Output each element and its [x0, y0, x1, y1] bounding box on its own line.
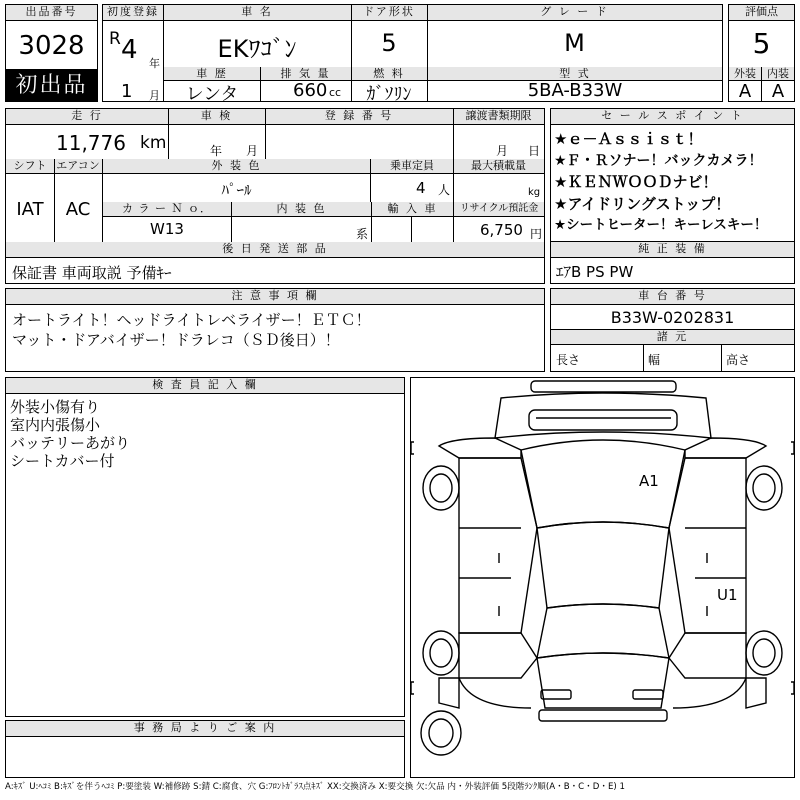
chassis-label: 車 台 番 号	[551, 289, 794, 305]
ext-color-label: 外 装 色	[103, 159, 370, 174]
damage-mark-a1: A1	[639, 472, 659, 490]
later-parts-label: 後 日 発 送 部 品	[6, 242, 544, 258]
grade-value: M	[564, 29, 585, 57]
score-label: 評価点	[729, 5, 794, 21]
capacity-unit: 人	[438, 183, 451, 197]
month-unit: 月	[149, 89, 160, 102]
capacity-label: 乗車定員	[371, 159, 453, 174]
sales-points-list	[554, 129, 794, 237]
exterior-grade-label: 外装	[729, 67, 761, 81]
legend-text: A:ｷｽﾞ U:ﾍｺﾐ B:ｷｽﾞを伴うﾍｺﾐ P:要塗装 W:補修跡 S:錆 C:腐食、穴 G:ﾌﾛﾝﾄｶﾞﾗｽ点ｷｽﾞ XX:交換済み X:要交換 欠:欠品 内・外装評価 5段階ﾗﾝｸ順(A・B・C・D・E) 1	[5, 782, 625, 792]
car-diagram-box	[410, 377, 795, 778]
car-name: EKﾜｺﾞﾝ	[217, 35, 297, 63]
deadline-month-unit: 月	[496, 144, 509, 158]
history-label: 車 歴	[164, 67, 260, 81]
later-parts-value: 保証書 車両取説 予備ｷｰ	[12, 264, 172, 282]
vehicle-history: レンタ	[185, 84, 239, 105]
interior-grade-label: 内装	[762, 67, 794, 81]
reg-year: 4	[121, 35, 138, 65]
office-label: 事 務 局 よ り ご 案 内	[6, 721, 404, 737]
score-box	[728, 4, 795, 102]
model-label: 型 式	[428, 67, 722, 81]
ac-label: エアコン	[54, 159, 102, 174]
color-no-value: W13	[150, 220, 184, 238]
inspection-month-unit: 月	[246, 144, 259, 158]
displacement-value: 660	[293, 80, 328, 101]
int-color-unit: 系	[356, 227, 369, 241]
chassis-box	[550, 288, 795, 372]
first-listing-badge: 初出品	[6, 69, 97, 102]
inspector-box	[5, 377, 405, 717]
inspector-label: 検 査 員 記 入 欄	[6, 378, 404, 394]
sales-points-label: セ ー ル ス ポ イ ン ト	[551, 109, 794, 125]
door-count: 5	[381, 29, 397, 57]
reg-date-label: 初度登録	[103, 5, 163, 21]
notes-line: マット・ドアバイザー！ドラレコ（ＳＤ後日）！	[12, 331, 340, 349]
year-unit: 年	[149, 57, 160, 70]
import-label: 輸 入 車	[372, 202, 453, 217]
equipment-box	[550, 241, 795, 284]
inspection-label: 車 検	[168, 109, 265, 125]
ac-value: AC	[65, 199, 91, 220]
capacity-value: 4	[416, 179, 426, 197]
deadline-day-unit: 日	[528, 144, 541, 158]
fuel-value: ｶﾞｿﾘﾝ	[366, 84, 412, 105]
notes-line: オートライト！ヘッドライトレベライザー！ＥＴＣ！	[12, 311, 371, 329]
length-label: 長さ	[556, 353, 581, 367]
shift-label: シフト	[6, 159, 54, 174]
equipment-value: ｴｱB PS PW	[556, 263, 634, 281]
lot-number: 3028	[18, 31, 85, 61]
docs-deadline-label: 譲渡書類期限	[453, 109, 544, 125]
inspector-line: シートカバー付	[10, 452, 115, 470]
sales-points-box	[550, 108, 795, 242]
car-name-label: 車 名	[163, 5, 351, 21]
vehicle-info-table	[102, 4, 723, 105]
era: R	[109, 29, 121, 49]
displacement-unit: cc	[329, 86, 342, 99]
recycle-label: リサイクル預託金	[454, 202, 544, 217]
mileage-unit: km	[140, 133, 167, 153]
sales-point-item: ★ｅ－Ａｓｓｉｓｔ！	[554, 130, 703, 148]
reg-number-label: 登 録 番 号	[265, 109, 453, 125]
details-table	[5, 108, 545, 284]
damage-mark-u1: U1	[717, 586, 738, 604]
sales-point-item: ★シートヒーター！キーレスキー！	[554, 217, 768, 233]
int-color-label: 内 装 色	[232, 202, 371, 217]
notes-label: 注 意 事 項 欄	[6, 289, 544, 305]
height-label: 高さ	[726, 353, 751, 367]
mileage-value: 11,776	[56, 131, 126, 155]
office-box	[5, 720, 405, 778]
inspector-line: 外装小傷有り	[10, 398, 101, 416]
inspector-line: 室内内張傷小	[10, 416, 101, 434]
grade-label: グ レ ー ド	[427, 5, 722, 21]
equipment-label: 純 正 装 備	[551, 242, 794, 258]
color-no-label: カ ラ ー Ｎ ｏ．	[103, 202, 231, 217]
model-code: 5BA-B33W	[527, 80, 623, 101]
notes-box	[5, 288, 545, 372]
lot-box	[5, 4, 98, 102]
interior-grade: A	[771, 81, 785, 102]
sales-point-item: ★Ｆ・Ｒソナー！バックカメラ！	[554, 152, 763, 169]
recycle-value: 6,750	[480, 221, 523, 239]
dimensions-label: 諸 元	[551, 330, 794, 345]
chassis-number: B33W-0202831	[610, 308, 735, 327]
max-load-unit: kg	[528, 187, 541, 198]
displacement-label: 排 気 量	[260, 67, 351, 81]
shift-value: IAT	[16, 199, 44, 220]
inspection-year-unit: 年	[210, 144, 223, 158]
car-diagram	[411, 378, 794, 777]
reg-month: 1	[121, 81, 133, 102]
max-load-label: 最大積載量	[453, 159, 544, 174]
mileage-label: 走 行	[6, 109, 168, 125]
width-label: 幅	[648, 353, 661, 367]
score-value: 5	[752, 27, 771, 60]
recycle-unit: 円	[530, 227, 543, 241]
ext-color-value: ﾊﾟｰﾙ	[221, 181, 252, 199]
door-type-label: ドア形状	[351, 5, 427, 21]
lot-label: 出品番号	[6, 5, 97, 21]
inspector-line: バッテリーあがり	[10, 434, 131, 452]
sales-point-item: ★アイドリングストップ！	[554, 194, 731, 213]
sales-point-item: ★ＫＥＮＷＯＯＤナビ！	[554, 173, 718, 191]
exterior-grade: A	[738, 81, 752, 102]
fuel-label: 燃 料	[351, 67, 427, 81]
